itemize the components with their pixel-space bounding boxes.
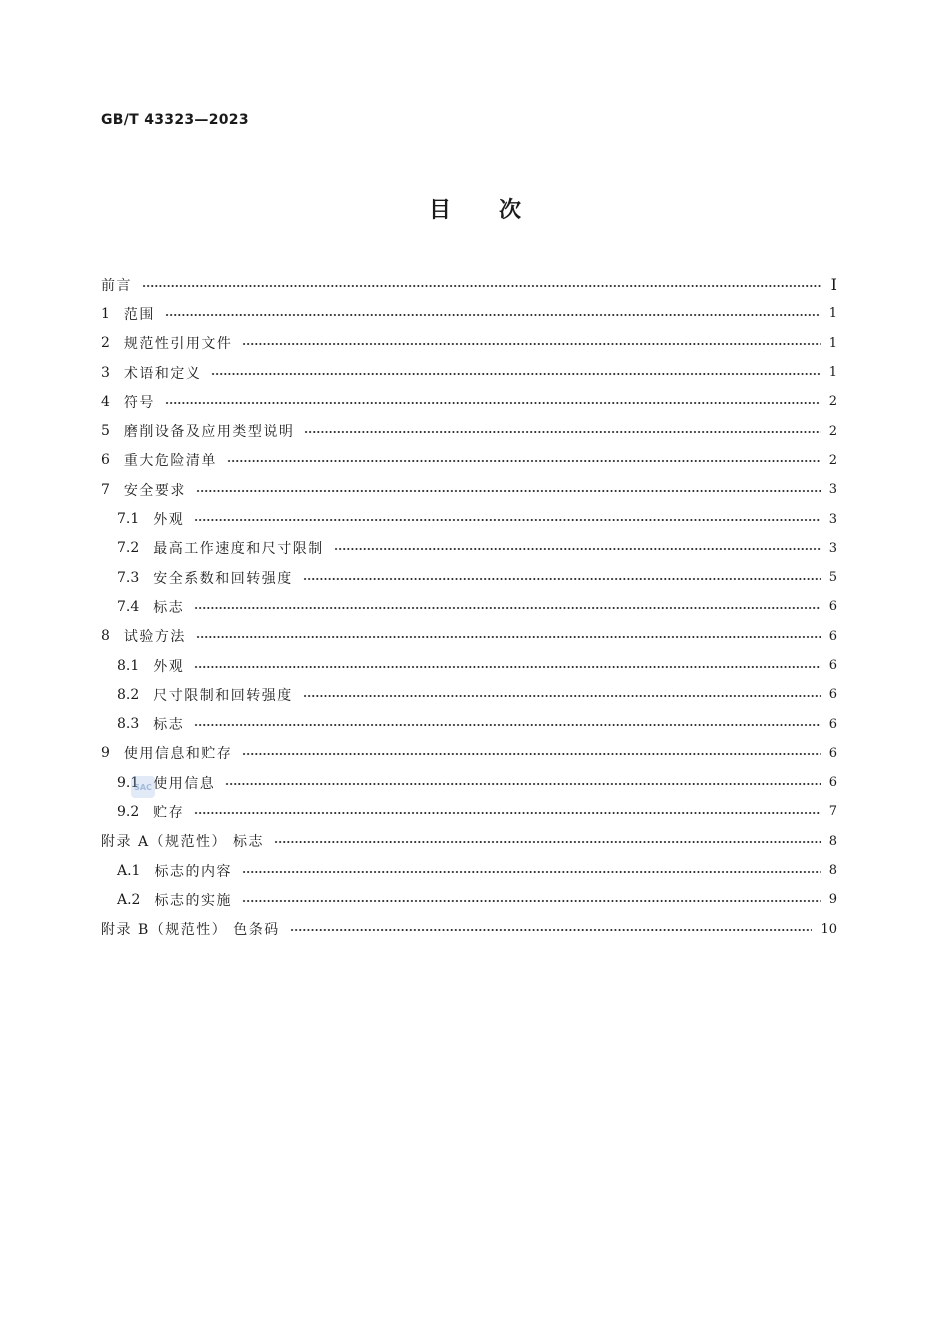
toc-entry-number: 8.3 [117,716,140,733]
toc-entry[interactable] [101,680,837,709]
toc-entry-page: 1 [828,365,837,381]
toc-entry-number: 9.1 [117,774,140,791]
toc-entry[interactable] [101,885,837,914]
toc-entry-label: 外观 [153,658,185,675]
toc-entry-page: I [830,275,837,295]
toc-entry-label: 术语和定义 [123,365,202,382]
toc-entry-number: 7.4 [117,598,140,615]
toc-entry-label: 附录 B（规范性） 色条码 [101,922,280,939]
toc-entry-page: 3 [828,540,837,556]
toc-entry[interactable] [101,446,837,475]
toc-entry[interactable] [101,358,837,387]
toc-entry-label: 安全系数和回转强度 [153,570,293,587]
toc-entry[interactable] [101,387,837,416]
dot-leader [194,724,820,726]
dot-leader [194,519,820,521]
toc-entry[interactable] [101,563,837,592]
toc-entry-number: 8.2 [117,686,140,703]
dot-leader [303,578,821,580]
dot-leader [165,314,821,316]
toc-entry-label: 标志的实施 [154,892,232,909]
toc-entry-page: 8 [828,863,837,879]
toc-entry-number: 9.2 [117,803,140,820]
dot-leader [196,636,821,638]
toc-entry[interactable] [101,709,837,738]
toc-entry-label: 磨削设备及应用类型说明 [123,424,295,441]
toc-entry-page: 3 [828,511,837,527]
table-of-contents [101,270,837,944]
toc-entry-number: 7.2 [117,540,140,557]
toc-entry-label: 尺寸限制和回转强度 [153,687,293,704]
dot-leader [303,695,821,697]
dot-leader [304,431,820,433]
toc-entry[interactable] [101,329,837,358]
watermark-logo [131,776,155,798]
toc-entry-page: 6 [828,658,837,673]
toc-title: 目次 [428,198,569,223]
toc-entry-label: 贮存 [153,804,185,821]
toc-entry-number: 8.1 [117,657,140,674]
toc-entry-page: 8 [828,833,837,849]
toc-entry-label: 使用信息和贮存 [123,746,233,763]
dot-leader [227,460,821,462]
dot-leader [196,490,821,492]
toc-entry-page: 2 [828,423,837,439]
toc-entry-label: 标志的内容 [154,863,232,880]
toc-entry-page: 6 [828,628,837,644]
dot-leader [194,607,820,609]
toc-entry-label: 标志 [153,599,185,616]
toc-entry-label: 使用信息 [153,775,216,792]
toc-entry-page: 5 [828,570,837,586]
standard-number: GB/T 43323—2023 [101,112,249,128]
toc-entry-label: 安全要求 [123,482,186,499]
toc-entry-number: 8 [101,628,110,645]
toc-entry-number: 7.3 [117,569,140,586]
toc-entry-number: 2 [101,335,110,352]
toc-entry-page: 1 [828,335,837,351]
toc-entry-page: 3 [828,482,837,498]
toc-entry-page: 6 [828,599,837,615]
toc-entry[interactable] [101,475,837,504]
dot-leader [242,871,821,873]
toc-entry-page: 6 [828,745,837,761]
dot-leader [211,373,820,375]
dot-leader [290,929,813,931]
toc-entry-label: 试验方法 [123,629,186,646]
toc-entry[interactable] [101,504,837,533]
toc-entry-number: 6 [101,452,110,469]
toc-entry-page: 2 [828,394,837,410]
dot-leader [334,548,821,550]
toc-entry[interactable] [101,651,837,680]
dot-leader [242,343,820,345]
toc-entry-label: 符号 [123,394,155,411]
toc-entry-label: 重大危险清单 [123,453,217,470]
toc-entry-page: 6 [828,716,837,732]
toc-entry-label: 附录 A（规范性） 标志 [101,834,265,851]
toc-entry-number: 5 [101,423,110,440]
dot-leader [242,753,820,755]
toc-entry-number: 4 [101,393,110,410]
toc-entry-label: 标志 [153,717,185,734]
toc-entry[interactable] [101,915,837,944]
dot-leader [225,783,820,785]
toc-entry[interactable] [101,416,837,445]
toc-entry-label: 前言 [101,277,132,294]
toc-entry-page: 2 [828,452,837,468]
toc-entry-label: 规范性引用文件 [123,336,233,353]
toc-entry[interactable] [101,534,837,563]
toc-entry-page: 7 [828,804,837,820]
toc-entry-page: 1 [828,306,837,322]
dot-leader [274,841,821,843]
toc-entry-number: 9 [101,745,110,762]
toc-entry-number: A.1 [117,862,141,879]
toc-entry-label: 外观 [153,512,185,529]
toc-entry-number: 7.1 [117,511,140,528]
toc-entry-label: 范围 [123,306,155,323]
watermark-text: SAC [134,782,152,792]
toc-entry[interactable] [101,592,837,621]
toc-entry-label: 最高工作速度和尺寸限制 [153,541,324,558]
toc-entry-page: 6 [828,687,837,703]
toc-entry[interactable] [101,299,837,328]
toc-entry-number: 1 [101,305,110,322]
toc-entry-number: A.2 [117,891,141,908]
dot-leader [194,812,820,814]
toc-entry-page: 10 [820,921,837,937]
toc-entry-page: 9 [828,892,837,908]
toc-entry-page: 6 [828,775,837,791]
dot-leader [165,402,821,404]
toc-entry[interactable] [101,768,837,797]
toc-entry[interactable] [101,739,837,768]
dot-leader [242,900,821,902]
toc-entry[interactable] [101,797,837,826]
toc-entry[interactable] [101,622,837,651]
toc-entry-number: 3 [101,364,110,381]
dot-leader [142,285,821,287]
toc-entry[interactable] [101,827,837,856]
toc-entry[interactable] [101,856,837,885]
toc-entry-number: 7 [101,481,110,498]
toc-entry[interactable] [101,270,837,299]
dot-leader [194,666,820,668]
